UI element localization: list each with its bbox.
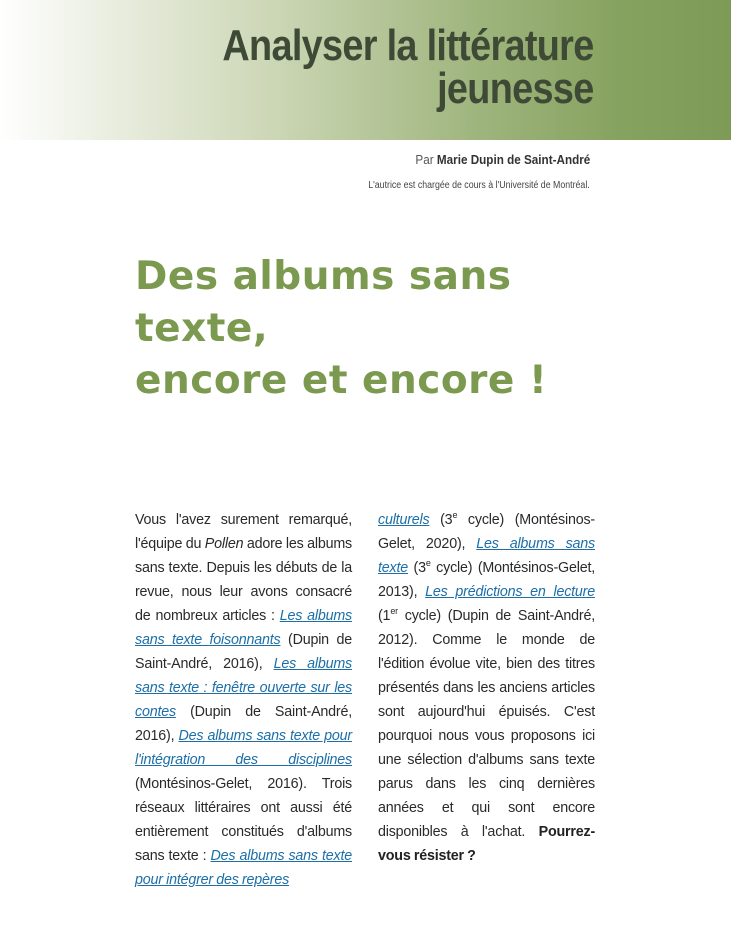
text-run: (1	[378, 608, 391, 624]
text-run: (Dupin de Saint-André, 2016),	[135, 704, 352, 744]
intro-paragraph-part-1	[135, 508, 352, 892]
byline	[415, 152, 590, 167]
text-run: cycle) (Montésinos-Gelet, 2013),	[378, 560, 596, 600]
link-integration-disciplines[interactable]: Des albums sans texte pour l'intégration des disciplines	[135, 728, 352, 768]
section-title	[222, 21, 594, 113]
header-banner	[0, 0, 731, 140]
intro-paragraph-part-2	[378, 508, 595, 868]
link-fenetre-ouverte-contes[interactable]: Les albums sans texte : fenêtre ouverte sur les contes	[135, 656, 352, 720]
link-reperes-culturels-part-1[interactable]: Des albums sans texte pour intégrer des repères	[135, 848, 352, 888]
text-run: (3	[429, 512, 453, 528]
section-title-line-1: Analyser la littérature	[222, 21, 594, 70]
article-title-line-1: Des albums sans texte,	[135, 254, 512, 351]
link-albums-sans-texte[interactable]: Les albums sans texte	[378, 536, 595, 576]
author-affiliation: L'autrice est chargée de cours à l'Université de Montréal.	[368, 180, 590, 191]
byline-prefix: Par	[415, 152, 437, 167]
superscript: e	[452, 510, 458, 521]
article-title-line-2: encore et encore !	[135, 358, 548, 403]
text-run: Vous l'avez surement remarqué, l'équipe du	[135, 512, 352, 552]
text-run: (Montésinos-Gelet, 2016). Trois réseaux littéraires ont aussi été entièrement constitués d'albums sans texte :	[135, 776, 352, 864]
magazine-name: Pollen	[204, 536, 244, 552]
text-run: (3	[408, 560, 426, 576]
author-name: Marie Dupin de Saint-André	[436, 152, 590, 167]
text-run: adore les albums sans texte. Depuis les débuts de la revue, nous leur avons consacré de nombreux articles :	[135, 536, 352, 624]
link-reperes-culturels-part-2[interactable]: culturels	[378, 512, 430, 528]
closing-question: Pourrez-vous résister ?	[378, 824, 595, 864]
superscript: er	[390, 606, 398, 617]
text-column-left	[135, 508, 352, 892]
superscript: e	[425, 558, 431, 569]
text-column-right	[378, 508, 595, 868]
text-run: (Dupin de Saint-André, 2016),	[135, 632, 352, 672]
article-title	[135, 251, 605, 407]
section-title-line-2: jeunesse	[437, 64, 594, 113]
text-run: cycle) (Montésinos-Gelet, 2020),	[378, 512, 595, 552]
link-predictions-en-lecture[interactable]: Les prédictions en lecture	[425, 584, 595, 600]
text-run: cycle) (Dupin de Saint-André, 2012). Comme le monde de l'édition évolue vite, bien des titres présentés dans les anciens articles sont aujourd'hui épuisés. C'est pourquoi nous vous proposons ici une sélection d'albums sans texte parus dans les cinq dernières années et qui sont encore disponibles à l'achat.	[378, 608, 595, 840]
link-albums-sans-texte-foisonnants[interactable]: Les albums sans texte foisonnants	[135, 608, 352, 648]
